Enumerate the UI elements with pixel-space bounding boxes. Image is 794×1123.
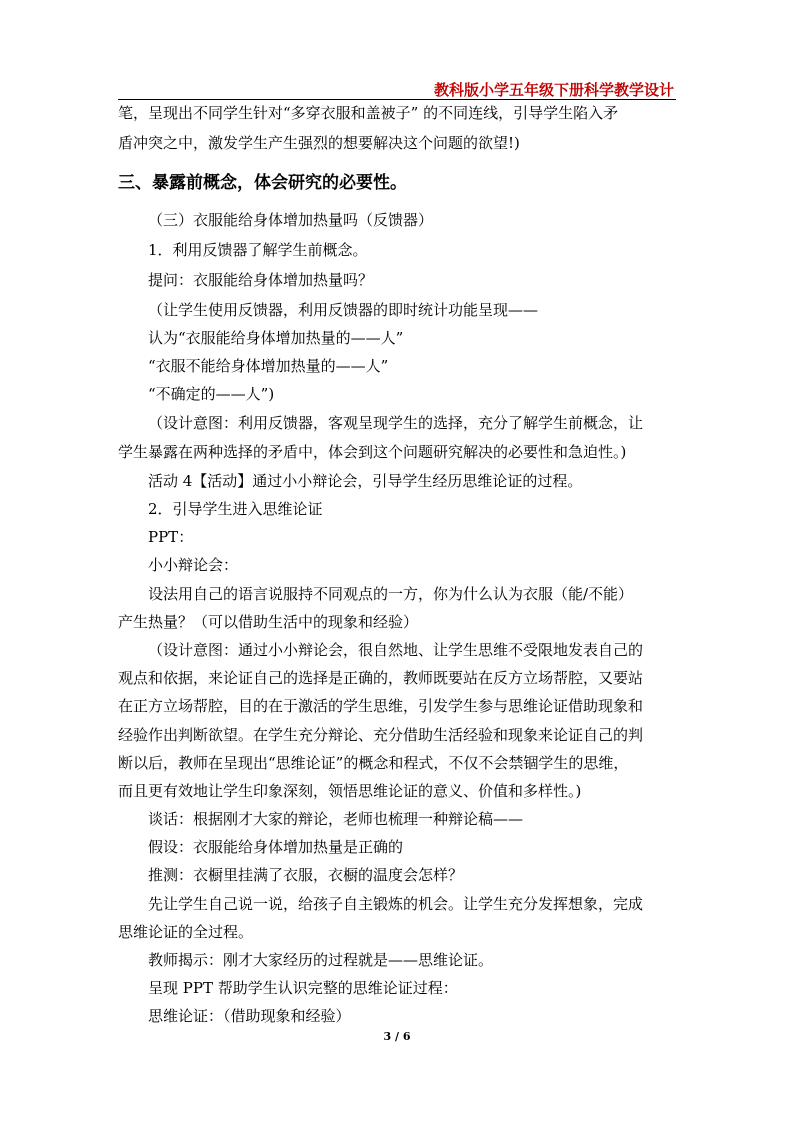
- paragraph-line: 先让学生自己说一说，给孩子自主锻炼的机会。让学生充分发挥想象，完成: [148, 895, 644, 913]
- paragraph-line: （让学生使用反馈器，利用反馈器的即时统计功能呈现——: [148, 301, 539, 319]
- paragraph-line: 断以后，教师在呈现出“思维论证”的概念和程式，不仅不会禁锢学生的思维，: [118, 754, 629, 772]
- paragraph-line: “不确定的——人”): [148, 385, 275, 403]
- paragraph-line: 盾冲突之中，激发学生产生强烈的想要解决这个问题的欲望!): [118, 134, 520, 152]
- paragraph-line: 设法用自己的语言说服持不同观点的一方，你为什么认为衣服（能/不能）: [148, 585, 634, 603]
- paragraph-line: 2．引导学生进入思维论证: [148, 500, 323, 518]
- paragraph-line: 而且更有效地让学生印象深刻，领悟思维论证的意义、价值和多样性。): [118, 782, 582, 800]
- paragraph-line: 推测：衣橱里挂满了衣服，衣橱的温度会怎样？: [148, 866, 464, 884]
- paragraph-line: 1．利用反馈器了解学生前概念。: [148, 241, 368, 259]
- section-heading: 三、暴露前概念，体会研究的必要性。: [118, 173, 407, 193]
- paragraph-line: 思维论证：（借助现象和经验）: [148, 1007, 351, 1025]
- paragraph-line: 谈话：根据刚才大家的辩论，老师也梳理一种辩论稿——: [148, 810, 524, 828]
- paragraph-line: 提问：衣服能给身体增加热量吗？: [148, 271, 374, 289]
- paragraph-line: 活动 4【活动】通过小小辩论会，引导学生经历思维论证的过程。: [148, 472, 583, 490]
- paragraph-line: （设计意图：通过小小辩论会，很自然地、让学生思维不受限地发表自己的: [148, 641, 644, 659]
- paragraph-line: 小小辩论会：: [148, 556, 239, 574]
- header-rule: [118, 99, 676, 100]
- paragraph-line: 学生暴露在两种选择的矛盾中，体会到这个问题研究解决的必要性和急迫性。): [118, 443, 627, 461]
- paragraph-line: PPT：: [148, 528, 194, 546]
- subsection-heading: （三）衣服能给身体增加热量吗（反馈器）: [148, 211, 434, 229]
- paragraph-line: 笔，呈现出不同学生针对“多穿衣服和盖被子” 的不同连线，引导学生陷入矛: [118, 104, 619, 122]
- paragraph-line: （设计意图：利用反馈器，客观呈现学生的选择，充分了解学生前概念，让: [148, 414, 644, 432]
- header-title: 教科版小学五年级下册科学教学设计: [433, 81, 674, 99]
- paragraph-line: 在正方立场帮腔，目的在于激活的学生思维，引发学生参与思维论证借助现象和: [118, 697, 644, 715]
- paragraph-line: 观点和依据，来论证自己的选择是正确的，教师既要站在反方立场帮腔，又要站: [118, 669, 644, 687]
- paragraph-line: 教师揭示：刚才大家经历的过程就是——思维论证。: [148, 951, 494, 969]
- paragraph-line: “衣服不能给身体增加热量的——人”: [148, 357, 389, 375]
- paragraph-line: 认为“衣服能给身体增加热量的——人”: [148, 329, 404, 347]
- paragraph-line: 经验作出判断欲望。在学生充分辩论、充分借助生活经验和现象来论证自己的判: [118, 726, 644, 744]
- paragraph-line: 假设：衣服能给身体增加热量是正确的: [148, 838, 404, 856]
- paragraph-line: 思维论证的全过程。: [118, 923, 254, 941]
- paragraph-line: 产生热量？（可以借助生活中的现象和经验）: [118, 613, 419, 631]
- page-number: 3 / 6: [383, 1030, 411, 1043]
- paragraph-line: 呈现 PPT 帮助学生认识完整的思维论证过程：: [148, 979, 458, 997]
